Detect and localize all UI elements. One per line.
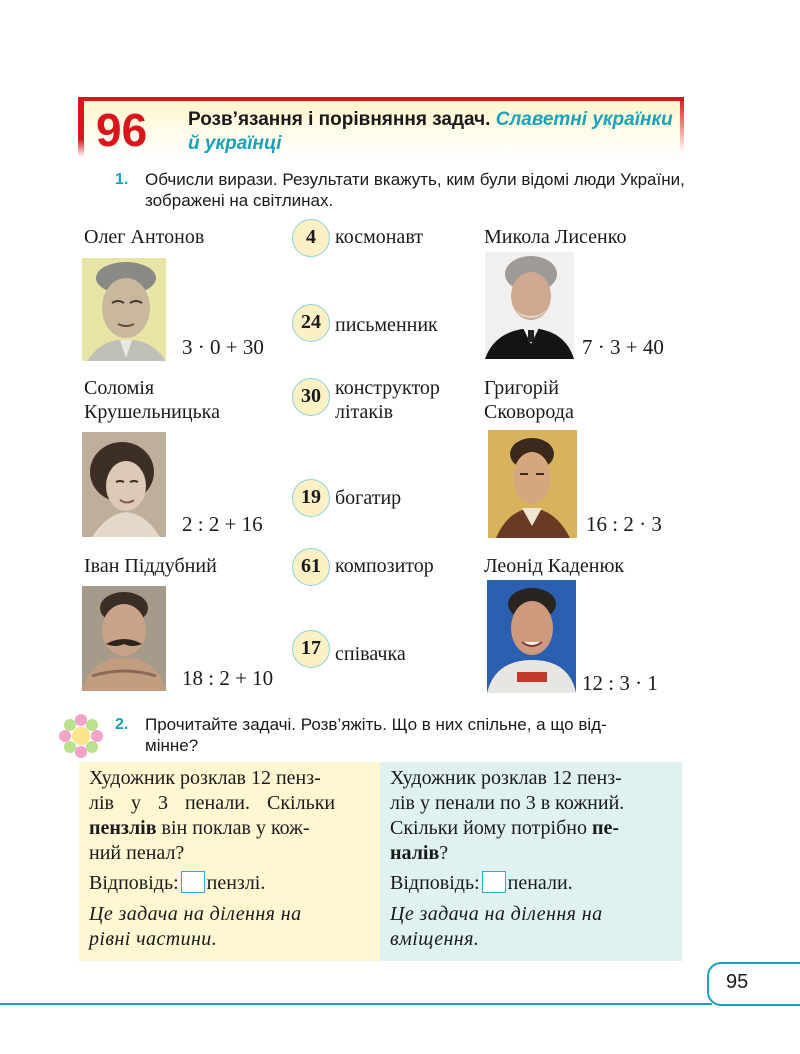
photo-krushelnytska [82, 432, 166, 537]
answer-circle-30: 30 [292, 378, 330, 416]
right-note-line1: Це задача на ділення на [390, 903, 603, 925]
expression-krushelnytska: 2 : 2 + 16 [182, 512, 263, 536]
photo-skovoroda [488, 430, 577, 538]
photo-piddubnyi [82, 586, 166, 691]
right-answer-label: Відповідь: [390, 872, 480, 894]
left-answer-box[interactable] [181, 871, 205, 893]
photo-lysenko [485, 252, 574, 359]
person-name-antonov: Олег Антонов [84, 226, 205, 248]
profession-singer: співачка [335, 643, 406, 665]
profession-aircraft-designer-2: літаків [335, 401, 394, 423]
right-problem-line3-rest: Скільки йому потрібно [390, 817, 592, 839]
task2-text-line2: мінне? [145, 736, 199, 755]
answer-circle-17: 17 [292, 630, 330, 668]
lesson-title-main: Розв’язання і порівняння задач. [188, 109, 491, 130]
person-name-kadeniuk: Леонід Каденюк [484, 555, 625, 577]
header-right-border [680, 97, 684, 152]
left-problem-bold-word: пензлів [89, 817, 157, 839]
person-name-lysenko: Микола Лисенко [484, 226, 627, 248]
header-top-border [78, 97, 684, 101]
photo-antonov [82, 258, 166, 361]
left-problem-line2: лів у 3 пенали. Скільки [89, 792, 336, 814]
left-problem-line4: ний пенал? [89, 842, 185, 864]
left-problem-line3 [89, 816, 369, 841]
right-problem-bold-word-2: налів [390, 842, 440, 864]
expression-antonov: 3 · 0 + 30 [182, 335, 264, 359]
lesson-number: 96 [96, 104, 148, 156]
left-answer-label: Відповідь: [89, 872, 179, 894]
right-answer-line [390, 871, 573, 896]
task1-number: 1. [115, 171, 129, 188]
profession-writer: письменник [335, 314, 438, 336]
left-note-line1: Це задача на ділення на [89, 903, 302, 925]
profession-strongman: богатир [335, 487, 402, 509]
right-answer-unit: пенали. [507, 872, 573, 894]
right-problem-line1: Художник розклав 12 пенз- [390, 767, 622, 789]
lesson-title [188, 108, 678, 156]
answer-circle-61: 61 [292, 548, 330, 586]
task2-text-line1: Прочитайте задачі. Розв’яжіть. Що в них спільне, а що від- [145, 715, 607, 734]
person-name-krushelnytska-1: Соломія [84, 377, 155, 399]
footer-line [0, 1003, 712, 1005]
expression-skovoroda: 16 : 2 · 3 [586, 512, 662, 536]
answer-circle-24: 24 [292, 304, 330, 342]
right-problem-line3 [390, 816, 672, 841]
profession-aircraft-designer-1: конструктор [335, 377, 440, 399]
right-problem-line4-rest: ? [439, 842, 449, 864]
left-answer-line [89, 871, 265, 896]
right-problem-bold-word-1: пе- [591, 817, 620, 839]
lesson-title-theme: Славетні українки й українці [188, 109, 673, 154]
right-problem-line4 [390, 841, 672, 866]
task1-text: Обчисли вирази. Результати вкажуть, ким були відомі люди України, зображені на світлинах. [145, 170, 685, 210]
header-left-border [78, 97, 84, 157]
person-name-skovoroda-2: Сковорода [484, 401, 574, 423]
person-name-krushelnytska-2: Крушельницька [84, 401, 220, 423]
left-problem-line1: Художник розклав 12 пенз- [89, 767, 321, 789]
profession-composer: композитор [335, 555, 434, 577]
answer-circle-4: 4 [292, 219, 330, 257]
expression-piddubnyi: 18 : 2 + 10 [182, 666, 274, 690]
left-answer-unit: пензлі. [206, 872, 266, 894]
right-note-line2: вміщення. [390, 928, 480, 950]
page-number: 95 [726, 971, 749, 993]
person-name-piddubnyi: Іван Піддубний [84, 555, 217, 577]
expression-lysenko: 7 · 3 + 40 [582, 335, 664, 359]
person-name-skovoroda-1: Григорій [484, 377, 559, 399]
right-answer-box[interactable] [482, 871, 506, 893]
answer-circle-19: 19 [292, 479, 330, 517]
right-problem-line2: лів у пенали по 3 в кожний. [390, 792, 625, 814]
expression-kadeniuk: 12 : 3 · 1 [582, 671, 658, 695]
left-note-line2: рівні частини. [89, 928, 218, 950]
profession-cosmonaut: космонавт [335, 226, 423, 248]
task2-number: 2. [115, 716, 129, 733]
photo-kadeniuk [487, 580, 576, 693]
left-problem-line3-rest: він поклав у кож- [156, 817, 310, 839]
page-number-tab [707, 962, 800, 1006]
flower-icon [58, 713, 104, 759]
